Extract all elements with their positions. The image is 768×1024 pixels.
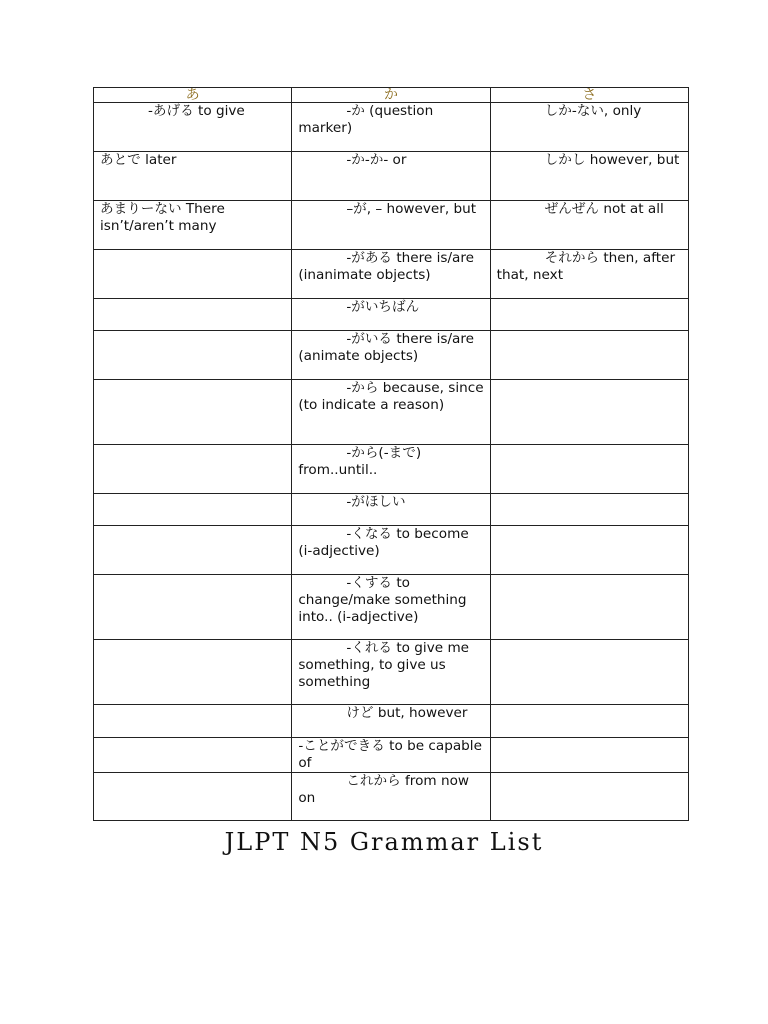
table-cell <box>94 773 292 821</box>
table-cell <box>490 299 688 331</box>
table-row <box>94 103 689 152</box>
table-cell <box>490 250 688 299</box>
table-header-row <box>94 88 689 103</box>
table-cell <box>94 380 292 445</box>
table-cell <box>94 526 292 575</box>
table-cell <box>292 575 490 640</box>
cell-text: –が, – however, but <box>346 201 477 217</box>
table-cell <box>490 103 688 152</box>
column-header-a: あ <box>94 88 292 103</box>
column-header-sa: さ <box>490 88 688 103</box>
table-cell <box>292 640 490 705</box>
table-cell <box>292 103 490 152</box>
table-cell <box>94 738 292 773</box>
table-cell <box>490 380 688 445</box>
table-cell <box>94 445 292 494</box>
table-cell <box>490 152 688 201</box>
table-cell <box>94 575 292 640</box>
table-cell <box>292 445 490 494</box>
table-row <box>94 152 689 201</box>
table-row <box>94 299 689 331</box>
table-cell <box>490 445 688 494</box>
cell-text: -がいちばん <box>346 299 420 315</box>
table-row <box>94 738 689 773</box>
cell-text: -ことができる to be capable of <box>298 738 482 771</box>
cell-text: -くれる to give me something, to give us something <box>298 640 470 690</box>
table-cell <box>94 250 292 299</box>
table-row <box>94 526 689 575</box>
cell-text: けど but, however <box>346 705 468 721</box>
cell-text: あとで later <box>100 152 177 168</box>
table-cell <box>490 331 688 380</box>
table-cell <box>490 738 688 773</box>
page-title: JLPT N5 Grammar List <box>224 828 544 856</box>
cell-text: -くなる to become (i-adjective) <box>298 526 469 559</box>
table-cell <box>292 380 490 445</box>
cell-text: -から(-まで) from..until.. <box>298 445 422 478</box>
table-cell <box>94 640 292 705</box>
table-row <box>94 494 689 526</box>
cell-text: それから then, after that, next <box>496 250 676 283</box>
table-cell <box>292 494 490 526</box>
table-cell <box>94 705 292 738</box>
table-cell <box>490 773 688 821</box>
table-row <box>94 380 689 445</box>
table-row <box>94 640 689 705</box>
table-cell <box>292 201 490 250</box>
table-cell <box>94 299 292 331</box>
table-cell <box>292 299 490 331</box>
table-cell <box>292 152 490 201</box>
table-cell <box>490 526 688 575</box>
cell-text: しかし however, but <box>544 152 680 168</box>
table-cell <box>490 494 688 526</box>
table-row <box>94 575 689 640</box>
table-row <box>94 705 689 738</box>
grammar-table <box>93 87 689 821</box>
table-cell <box>490 705 688 738</box>
table-cell <box>490 640 688 705</box>
table-cell <box>94 152 292 201</box>
cell-text: -あげる to give <box>148 103 245 119</box>
table-row <box>94 250 689 299</box>
cell-text: -がほしい <box>346 494 406 510</box>
table-cell <box>490 575 688 640</box>
cell-text: あまりーない There isn’t/aren’t many <box>100 201 225 234</box>
table-cell <box>292 526 490 575</box>
cell-text: -くする to change/make something into.. (i-adjective) <box>298 575 467 625</box>
table-cell <box>292 773 490 821</box>
table-cell <box>94 103 292 152</box>
table-cell <box>292 705 490 738</box>
table-cell <box>94 331 292 380</box>
table-row <box>94 201 689 250</box>
cell-text: -がある there is/are (inanimate objects) <box>298 250 475 283</box>
table-cell <box>292 738 490 773</box>
cell-text: しか-ない, only <box>544 103 642 119</box>
cell-text: -か (question marker) <box>298 103 434 136</box>
cell-text: これから from now on <box>298 773 470 806</box>
table-row <box>94 773 689 821</box>
cell-text: -から because, since (to indicate a reason) <box>298 380 484 413</box>
table-cell <box>94 494 292 526</box>
table-row <box>94 445 689 494</box>
table-cell <box>292 250 490 299</box>
column-header-ka: か <box>292 88 490 103</box>
cell-text: -がいる there is/are (animate objects) <box>298 331 475 364</box>
cell-text: ぜんぜん not at all <box>544 201 664 217</box>
table-cell <box>490 201 688 250</box>
table-row <box>94 331 689 380</box>
cell-text: -か-か- or <box>346 152 407 168</box>
table-cell <box>292 331 490 380</box>
table-cell <box>94 201 292 250</box>
